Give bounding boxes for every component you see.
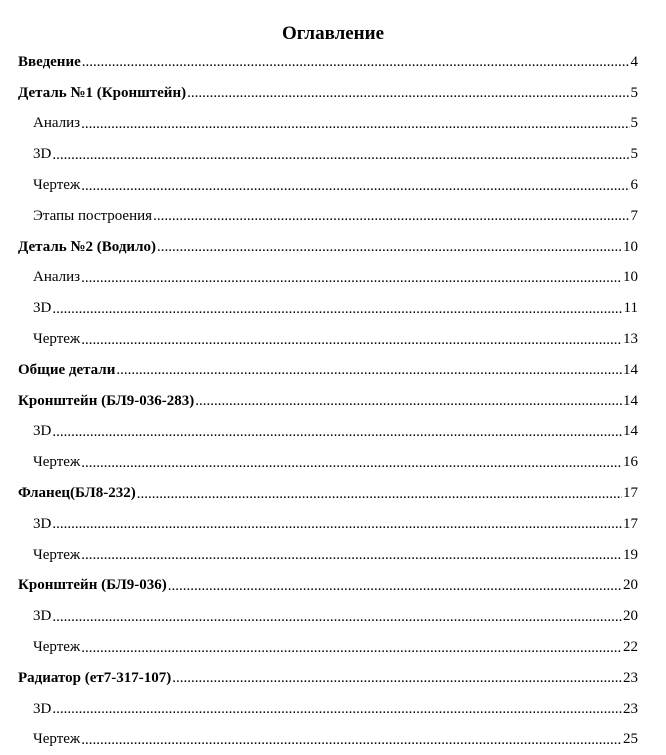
toc-page-number: 11	[623, 300, 638, 317]
toc-subsection-entry[interactable]	[0, 201, 666, 232]
toc-entry-label: Этапы построения	[33, 207, 153, 224]
toc-page-number: 19	[623, 546, 638, 563]
toc-page-number: 14	[623, 392, 638, 409]
toc-page-number: 17	[623, 485, 638, 502]
toc-dot-leader	[81, 454, 622, 472]
toc-entry-label: Чертеж	[33, 454, 81, 471]
toc-subsection-entry[interactable]	[0, 263, 666, 294]
toc-section-entry[interactable]	[0, 386, 666, 417]
toc-entry-label: 3D	[33, 146, 52, 163]
toc-subsection-entry[interactable]	[0, 139, 666, 170]
toc-subsection-entry[interactable]	[0, 170, 666, 201]
toc-dot-leader	[81, 546, 622, 564]
toc-entry-label: Анализ	[33, 115, 81, 132]
toc-entry-label: Кронштейн (БЛ9-036-283)	[18, 392, 195, 409]
toc-page-number: 25	[623, 731, 638, 748]
toc-entry-label: Чертеж	[33, 639, 81, 656]
toc-page-number: 13	[623, 331, 638, 348]
toc-entry-label: Деталь №1 (Кронштейн)	[18, 84, 187, 101]
toc-dot-leader	[187, 84, 629, 102]
toc-subsection-entry[interactable]	[0, 417, 666, 448]
toc-entry-label: Чертеж	[33, 731, 81, 748]
toc-entry-label: Общие детали	[18, 361, 116, 378]
toc-dot-leader	[81, 639, 622, 657]
toc-entry-label: 3D	[33, 700, 52, 717]
toc-page-number: 23	[623, 669, 638, 686]
toc-page-number: 5	[630, 115, 638, 132]
toc-section-entry[interactable]	[0, 355, 666, 386]
toc-dot-leader	[52, 608, 622, 626]
toc-dot-leader	[52, 300, 622, 318]
toc-subsection-entry[interactable]	[0, 632, 666, 663]
toc-dot-leader	[52, 423, 622, 441]
toc-section-entry[interactable]	[0, 232, 666, 263]
toc-dot-leader	[81, 731, 622, 749]
toc-subsection-entry[interactable]	[0, 447, 666, 478]
toc-entry-label: Деталь №2 (Водило)	[18, 238, 156, 255]
toc-dot-leader	[153, 207, 629, 225]
toc-page-number: 5	[630, 146, 638, 163]
toc-title: Оглавление	[281, 23, 385, 44]
toc-dot-leader	[52, 146, 629, 164]
toc-subsection-entry[interactable]	[0, 324, 666, 355]
toc-dot-leader	[172, 669, 622, 687]
toc-page-number: 5	[630, 84, 638, 101]
toc-page-number: 22	[623, 639, 638, 656]
toc-entry-label: Введение	[18, 53, 81, 70]
toc-page-number: 10	[623, 238, 638, 255]
toc-page-number: 16	[623, 454, 638, 471]
toc-section-entry[interactable]	[0, 571, 666, 602]
toc-page-number: 14	[623, 423, 638, 440]
toc-entry-label: Анализ	[33, 269, 81, 286]
toc-entry-label: 3D	[33, 423, 52, 440]
toc-dot-leader	[82, 53, 630, 71]
toc-page-number: 23	[623, 700, 638, 717]
toc-entry-label: 3D	[33, 300, 52, 317]
toc-section-entry[interactable]	[0, 47, 666, 78]
toc-entry-label: Чертеж	[33, 177, 81, 194]
toc-entry-label: 3D	[33, 515, 52, 532]
toc-dot-leader	[168, 577, 622, 595]
toc-dot-leader	[52, 700, 622, 718]
toc-dot-leader	[157, 238, 622, 256]
toc-entry-label: Радиатор (ет7-317-107)	[18, 669, 172, 686]
toc-page-number: 7	[630, 207, 638, 224]
toc-list	[0, 47, 666, 755]
toc-page-number: 17	[623, 515, 638, 532]
toc-entry-label: Чертеж	[33, 546, 81, 563]
toc-dot-leader	[195, 392, 622, 410]
toc-dot-leader	[81, 331, 622, 349]
toc-subsection-entry[interactable]	[0, 725, 666, 755]
toc-dot-leader	[52, 515, 622, 533]
toc-section-entry[interactable]	[0, 78, 666, 109]
toc-dot-leader	[81, 177, 629, 195]
toc-section-entry[interactable]	[0, 478, 666, 509]
toc-page-number: 4	[630, 53, 638, 70]
toc-section-entry[interactable]	[0, 663, 666, 694]
toc-entry-label: 3D	[33, 608, 52, 625]
toc-subsection-entry[interactable]	[0, 540, 666, 571]
toc-subsection-entry[interactable]	[0, 109, 666, 140]
toc-page-number: 20	[623, 577, 638, 594]
toc-entry-label: Фланец(БЛ8-232)	[18, 485, 136, 502]
toc-dot-leader	[137, 485, 622, 503]
toc-dot-leader	[81, 115, 629, 133]
toc-dot-leader	[81, 269, 622, 287]
toc-entry-label: Кронштейн (БЛ9-036)	[18, 577, 167, 594]
toc-subsection-entry[interactable]	[0, 601, 666, 632]
toc-page-number: 14	[623, 361, 638, 378]
toc-dot-leader	[116, 361, 622, 379]
toc-page-number: 20	[623, 608, 638, 625]
toc-page-number: 6	[630, 177, 638, 194]
toc-page-number: 10	[623, 269, 638, 286]
toc-entry-label: Чертеж	[33, 331, 81, 348]
toc-subsection-entry[interactable]	[0, 694, 666, 725]
toc-subsection-entry[interactable]	[0, 509, 666, 540]
toc-subsection-entry[interactable]	[0, 293, 666, 324]
